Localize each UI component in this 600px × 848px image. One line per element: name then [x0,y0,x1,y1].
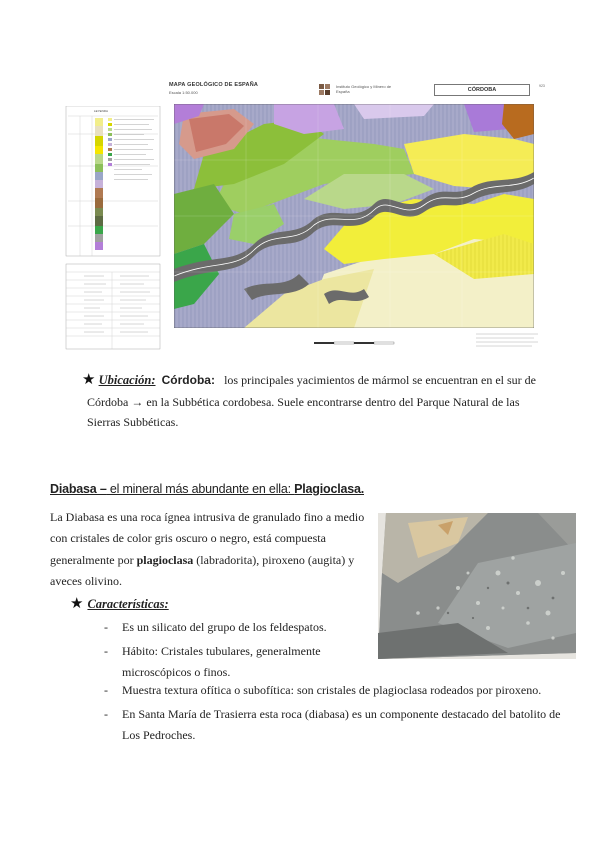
ubicacion-label: Ubicación: [98,373,156,387]
map-sheet-number: 923 [539,84,545,88]
svg-text:LEYENDA: LEYENDA [94,109,109,113]
caracteristicas-label: Características: [87,597,169,611]
list-item-text: En Santa María de Trasierra esta roca (diabasa) es un componente destacado del batolito de Los Pedroches. [122,707,561,742]
list-item: - Es un silicato del grupo de los feldespatos. [104,620,327,634]
diabasa-heading [50,482,364,496]
list-item-text: Hábito: Cristales tubulares, generalmente microscópicos o finos. [122,644,321,679]
star-bullet-icon: ★ [70,594,84,612]
list-item-text: Es un silicato del grupo de los feldespatos. [122,620,327,634]
ubicacion-text-2: Córdoba → en la Subbética cordobesa. Suele encontrarse dentro del Parque Natural de las [87,395,520,409]
diabasa-heading-rest: el mineral más abundante en ella: [106,482,295,496]
geological-map-image [174,104,534,328]
list-item: - Muestra textura ofítica o subofítica: son cristales de plagioclasa rodeados por piroxeno. [104,683,542,697]
diabasa-rock-photo [378,513,576,659]
list-item-text: Muestra textura ofítica o subofítica: son cristales de plagioclasa rodeados por piroxeno. [122,683,542,697]
map-legend-column [64,106,162,351]
caracteristicas-heading [70,594,169,612]
map-scale-bar [304,338,404,352]
map-credits [474,330,542,352]
map-institute: Instituto Geológico y Minero de España [336,84,392,94]
ubicacion-line [82,370,536,388]
diabasa-text-bold: plagioclasa [136,552,194,567]
map-scale: Escala 1:50.000 [169,90,198,95]
diabasa-heading-mineral: Plagioclasa. [294,482,365,496]
star-bullet-icon: ★ [82,370,96,388]
igme-logo-icon [318,83,332,97]
geological-map [64,80,545,356]
list-item: - Hábito: Cristales tubulares, generalmente microscópicos o finos. [104,641,344,683]
ubicacion-text-1: los principales yacimientos de mármol se encuentran en el sur de [224,373,536,387]
map-title: MAPA GEOLÓGICO DE ESPAÑA [169,82,259,88]
diabasa-heading-name: Diabasa – [50,482,107,496]
diabasa-text-a: La Diabasa es una roca ígnea intrusiva de granulado fino a medio con cristales de color gris oscuro o negro, está compuesta generalmente por [50,510,365,567]
ubicacion-text-3: Sierras Subbéticas. [87,415,179,429]
ubicacion-place: Córdoba: [161,373,215,387]
diabasa-description [50,507,380,592]
diabasa-text-b: (labradorita), piroxeno (augita) y aveces olivino. [50,552,355,588]
list-item: - En Santa María de Trasierra esta roca (diabasa) es un componente destacado del batolito de Los Pedroches. [104,704,562,746]
map-sheet-name: CÓRDOBA [434,84,530,96]
